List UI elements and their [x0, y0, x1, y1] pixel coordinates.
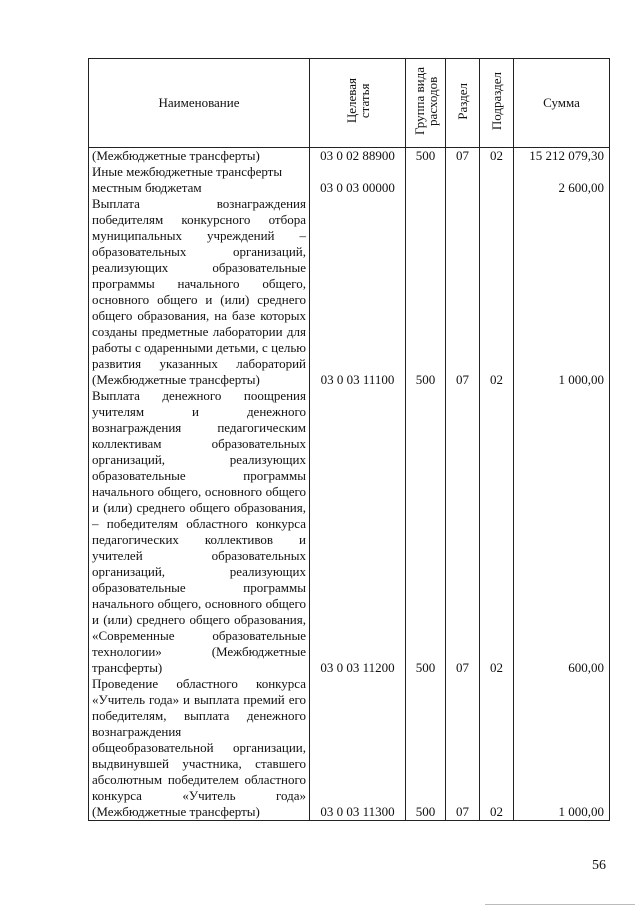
table-header-row [89, 59, 610, 148]
row-expense-group: 500 [406, 148, 446, 165]
row-target-article: 03 0 02 88900 [310, 148, 406, 165]
row-subsection: 02 [480, 148, 514, 165]
row-sum: 1 000,00 [514, 196, 610, 388]
header-target-article: Целевая статья [310, 59, 406, 148]
row-name: Проведение областного конкурса «Учитель года» и выплата премий его победителям, выплата денежного вознаграждения общеобразовательной организации, выдвинувшей участника, ставшего абсолютным победителем областного конкурса «Учитель года» (Межбюджетные трансферты) [89, 676, 310, 821]
row-section: 07 [446, 196, 480, 388]
row-expense-group: 500 [406, 196, 446, 388]
row-expense-group [406, 164, 446, 196]
row-subsection [480, 164, 514, 196]
header-section: Раздел [446, 59, 480, 148]
row-sum: 2 600,00 [514, 164, 610, 196]
row-sum: 15 212 079,30 [514, 148, 610, 165]
budget-table [88, 58, 610, 821]
row-section [446, 164, 480, 196]
row-target-article: 03 0 03 11300 [310, 676, 406, 821]
row-name: Иные межбюджетные трансферты местным бюджетам [89, 164, 310, 196]
row-section: 07 [446, 148, 480, 165]
row-name: (Межбюджетные трансферты) [89, 148, 310, 165]
row-section: 07 [446, 676, 480, 821]
row-subsection: 02 [480, 676, 514, 821]
page-number: 56 [592, 858, 606, 873]
header-sum: Сумма [514, 59, 610, 148]
row-sum: 1 000,00 [514, 676, 610, 821]
row-expense-group: 500 [406, 388, 446, 676]
row-section: 07 [446, 388, 480, 676]
table-row [89, 388, 610, 676]
row-target-article: 03 0 03 11200 [310, 388, 406, 676]
row-name: Выплата вознаграждения победителям конкурсного отбора муниципальных учреждений – образовательных организаций, реализующих образовательные программы начального общего, основного общего и (или) среднего общего образования, на базе которых созданы предметные лаборатории для работы с одаренными детьми, с целью развития указанных лабораторий (Межбюджетные трансферты) [89, 196, 310, 388]
table-row [89, 164, 610, 196]
row-target-article: 03 0 03 11100 [310, 196, 406, 388]
header-name: Наименование [89, 59, 310, 148]
row-subsection: 02 [480, 388, 514, 676]
row-target-article: 03 0 03 00000 [310, 164, 406, 196]
row-sum: 600,00 [514, 388, 610, 676]
row-expense-group: 500 [406, 676, 446, 821]
table-row [89, 148, 610, 165]
row-name: Выплата денежного поощрения учителям и денежного вознаграждения педагогическим коллективам образовательных организаций, реализующих образовательные программы начального общего, основного общего и (или) среднего общего образования, – победителям областного конкурса педагогических коллективов и учителей образовательных организаций, реализующих образовательные программы начального общего, основного общего и (или) среднего общего образования, «Современные образовательные технологии» (Межбюджетные трансферты) [89, 388, 310, 676]
row-subsection: 02 [480, 196, 514, 388]
table-row [89, 676, 610, 821]
table-row [89, 196, 610, 388]
header-expense-group: Группа вида расходов [406, 59, 446, 148]
header-subsection: Подраздел [480, 59, 514, 148]
